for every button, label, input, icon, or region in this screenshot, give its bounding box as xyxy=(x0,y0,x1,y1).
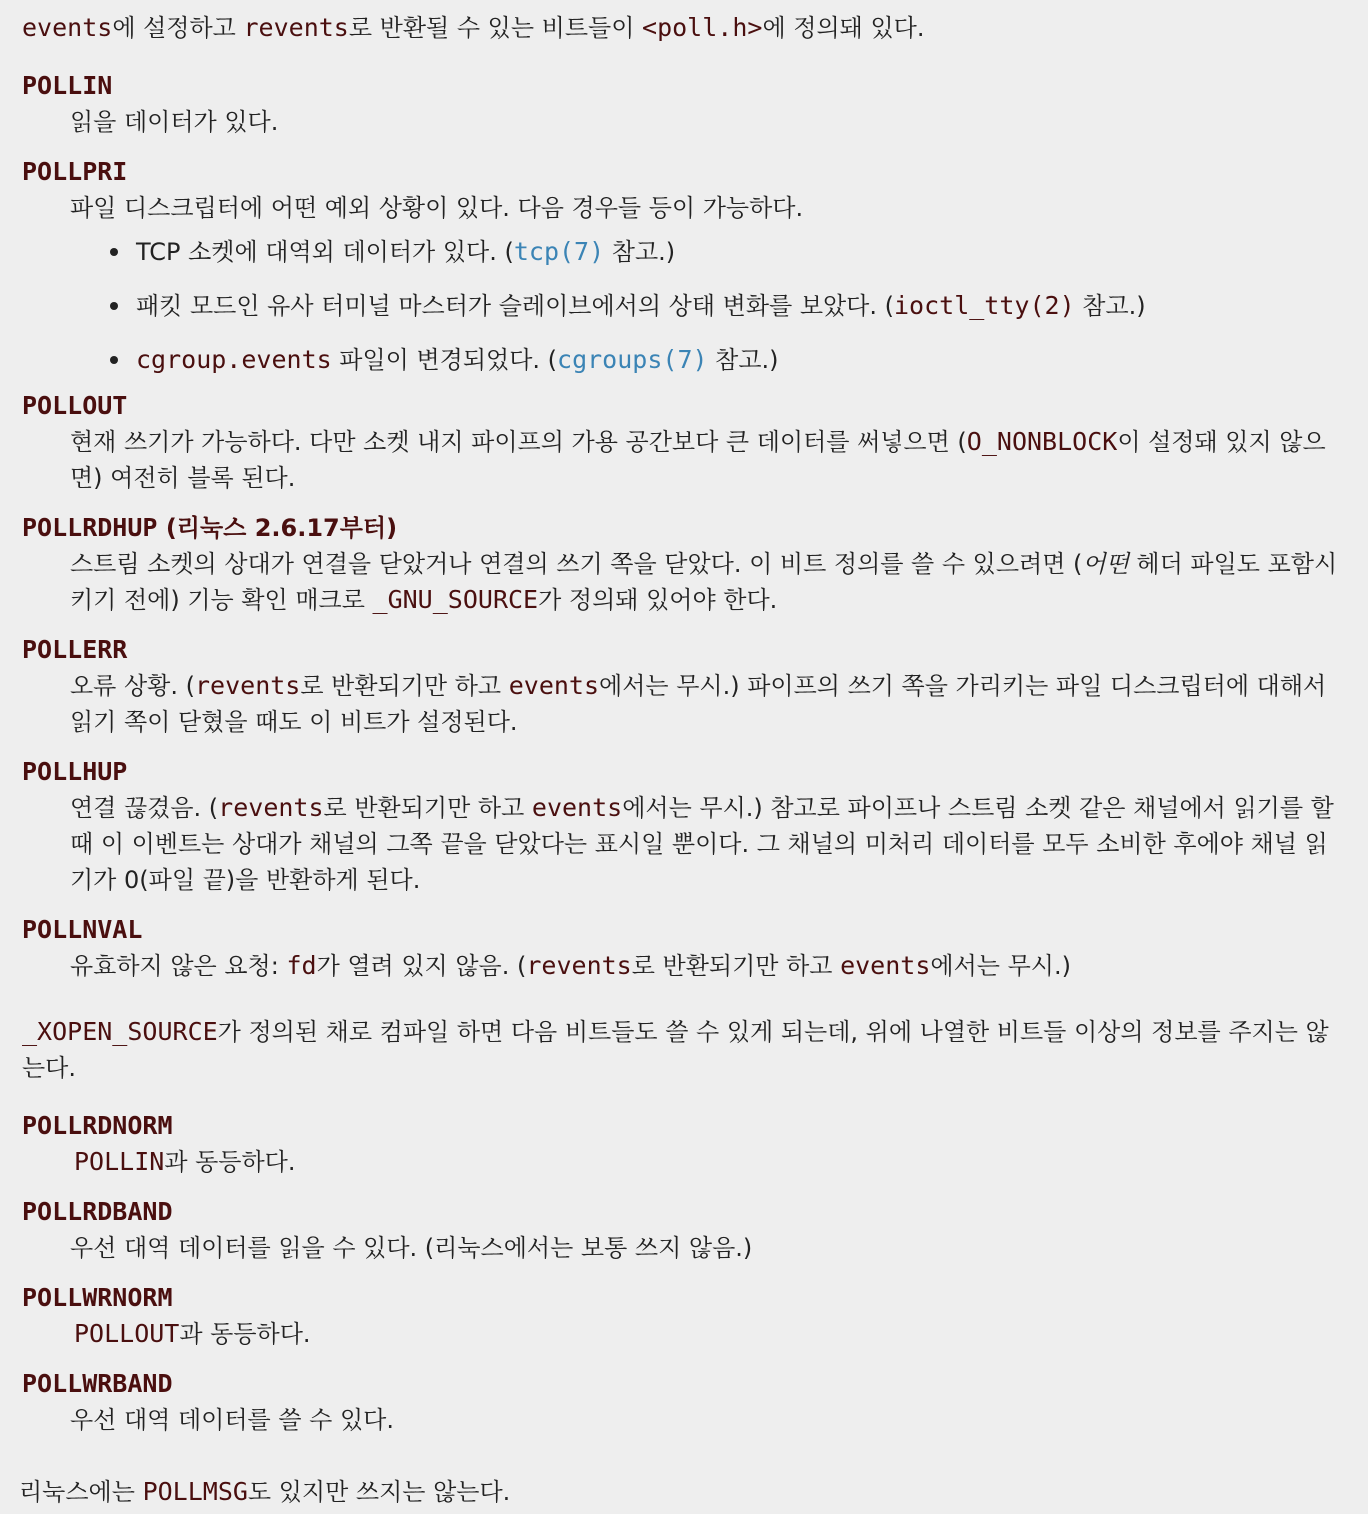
desc-pollin: 읽을 데이터가 있다. xyxy=(70,108,279,136)
desc-pollpri: 파일 디스크립터에 어떤 예외 상황이 있다. 다음 경우들 등이 가능하다. xyxy=(70,194,804,222)
code-o-nonblock: O_NONBLOCK xyxy=(966,427,1118,456)
entry-pollwrnorm xyxy=(22,1280,1346,1352)
pollpri-cases-list xyxy=(70,234,1346,378)
term-note: (리눅스 2.6.17부터) xyxy=(157,514,398,542)
list-item: 패킷 모드인 유사 터미널 마스터가 슬레이브에서의 상태 변화를 보았다. (ioctl_tty(2) 참고.) xyxy=(110,288,1346,324)
desc-pollrdnorm: POLLIN과 동등하다. xyxy=(74,1147,296,1176)
final-paragraph: 리눅스에는 POLLMSG도 있지만 쓰지는 않는다. xyxy=(19,1477,511,1506)
xopen-bits-list xyxy=(22,1108,1346,1438)
link-tcp7[interactable]: tcp(7) xyxy=(513,237,605,266)
desc-pollwrnorm: POLLOUT과 동등하다. xyxy=(74,1319,311,1348)
desc-pollwrband: 우선 대역 데이터를 쓸 수 있다. xyxy=(70,1406,394,1434)
desc-pollrdband: 우선 대역 데이터를 읽을 수 있다. (리눅스에서는 보통 쓰지 않음.) xyxy=(70,1234,753,1262)
poll-bits-list xyxy=(22,68,1346,984)
term-pollwrband: POLLWRBAND xyxy=(22,1369,173,1398)
entry-pollrdband xyxy=(22,1194,1346,1266)
entry-pollhup xyxy=(22,754,1346,898)
xopen-paragraph: _XOPEN_SOURCE가 정의된 채로 컴파일 하면 다음 비트들도 쓸 수 있게 되는데, 위에 나열한 비트들 이상의 정보를 주지는 않는다. xyxy=(22,1017,1329,1082)
code-ioctl-tty: ioctl_tty(2) xyxy=(894,291,1075,320)
code-xopen-source: _XOPEN_SOURCE xyxy=(22,1017,218,1046)
desc-pollnval: 유효하지 않은 요청: fd가 열려 있지 않음. (revents로 반환되기만 하고 events에서는 무시.) xyxy=(70,951,1071,980)
entry-pollnval xyxy=(22,912,1346,984)
desc-pollerr: 오류 상황. (revents로 반환되기만 하고 events에서는 무시.) 파이프의 쓰기 쪽을 가리키는 파일 디스크립터에 대해서 읽기 쪽이 닫혔을 때도 이 비트가 설정된다. xyxy=(70,671,1327,736)
intro-text: 에 설정하고 xyxy=(112,14,244,42)
code-poll-header: <poll.h> xyxy=(642,13,763,42)
desc-pollrdhup: 스트림 소켓의 상대가 연결을 닫았거나 연결의 쓰기 쪽을 닫았다. 이 비트 정의를 쓸 수 있으려면 (어떤 헤더 파일도 포함시키기 전에) 기능 확인 매크로 _GNU_SOURCE가 정의돼 있어야 한다. xyxy=(70,550,1338,614)
entry-pollin xyxy=(22,68,1346,140)
term-pollin: POLLIN xyxy=(22,71,113,100)
entry-pollrdhup xyxy=(22,510,1346,618)
list-item: cgroup.events 파일이 변경되었다. (cgroups(7) 참고.) xyxy=(110,342,1346,378)
intro-text: 에 정의돼 있다. xyxy=(762,14,925,42)
desc-pollout: 현재 쓰기가 가능하다. 다만 소켓 내지 파이프의 가용 공간보다 큰 데이터를 써넣으면 (O_NONBLOCK이 설정돼 있지 않으면) 여전히 블록 된다. xyxy=(70,427,1326,492)
code-revents: revents xyxy=(243,13,349,42)
term-pollwrnorm: POLLWRNORM xyxy=(22,1283,173,1312)
entry-pollout xyxy=(22,388,1346,496)
desc-pollhup: 연결 끊겼음. (revents로 반환되기만 하고 events에서는 무시.) 참고로 파이프나 스트림 소켓 같은 채널에서 읽기를 할 때 이 이벤트는 상대가 채널의 그쪽 끝을 닫았다는 표시일 뿐이다. 그 채널의 미처리 데이터를 모두 소비한 후에야 채널 읽기가 0(파일 끝)을 반환하게 된다. xyxy=(70,793,1334,894)
term-pollout: POLLOUT xyxy=(22,391,128,420)
entry-pollrdnorm xyxy=(22,1108,1346,1180)
term-pollrdband: POLLRDBAND xyxy=(22,1197,173,1226)
entry-pollerr xyxy=(22,632,1346,740)
link-cgroups7[interactable]: cgroups(7) xyxy=(557,345,708,374)
term-pollnval: POLLNVAL xyxy=(22,915,143,944)
term-pollhup: POLLHUP xyxy=(22,757,128,786)
list-item: TCP 소켓에 대역외 데이터가 있다. (tcp(7) 참고.) xyxy=(110,234,1346,270)
code-cgroup-events: cgroup.events xyxy=(136,345,332,374)
code-events: events xyxy=(22,13,113,42)
code-gnu-source: _GNU_SOURCE xyxy=(372,585,539,614)
term-pollpri: POLLPRI xyxy=(22,157,128,186)
entry-pollpri xyxy=(22,154,1346,378)
term-pollrdnorm: POLLRDNORM xyxy=(22,1111,173,1140)
code-pollmsg: POLLMSG xyxy=(142,1477,248,1506)
entry-pollwrband xyxy=(22,1366,1346,1438)
intro-paragraph xyxy=(22,10,1346,46)
term-pollerr: POLLERR xyxy=(22,635,128,664)
intro-text: 로 반환될 수 있는 비트들이 xyxy=(348,14,643,42)
term-pollrdhup: POLLRDHUP xyxy=(22,513,158,542)
